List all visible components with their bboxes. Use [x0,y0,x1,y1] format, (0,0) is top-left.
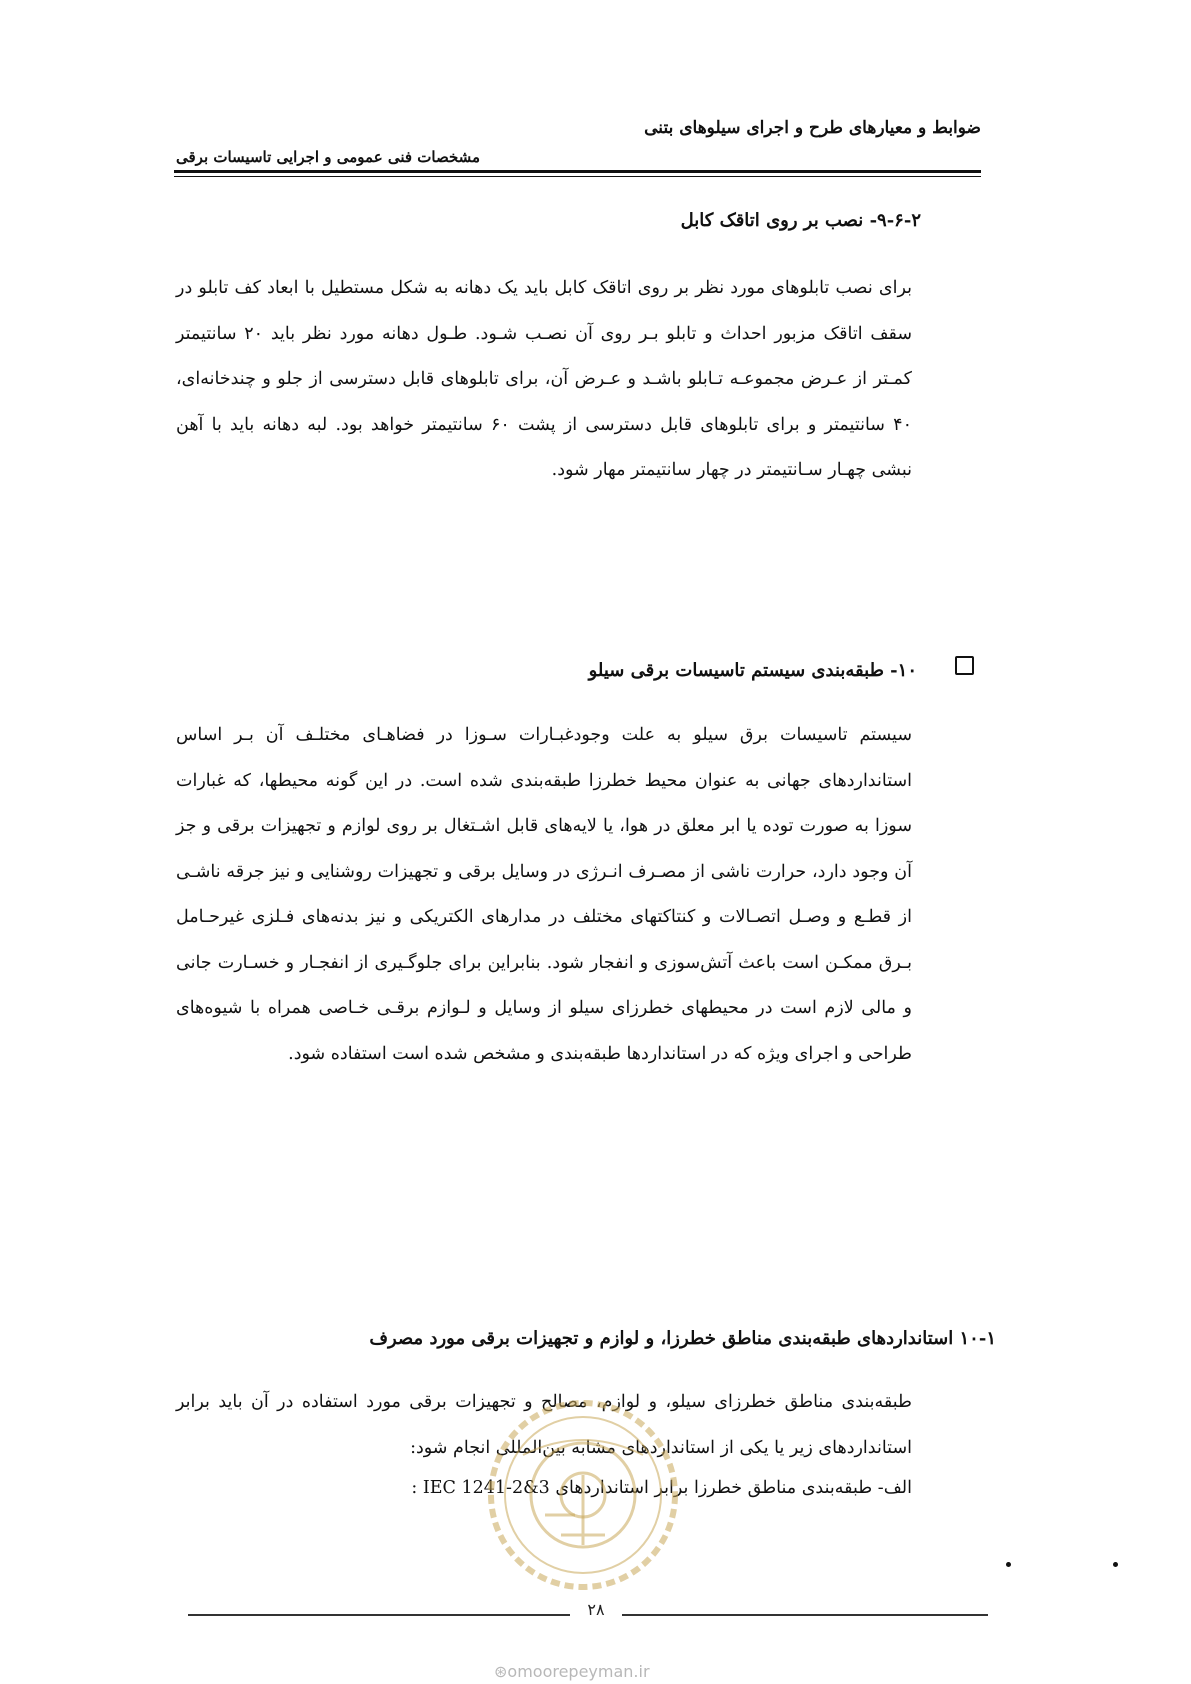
checkbox-square-icon [955,656,974,675]
section-heading-classification: ۱۰- طبقه‌بندی سیستم تاسیسات برقی سیلو [588,660,917,681]
watermark-text: omoorepeyman.ir [507,1662,650,1681]
header-rule-thick [174,170,981,173]
chapter-title: مشخصات فنی عمومی و اجرایی تاسیسات برقی [176,148,481,166]
watermark [494,1662,650,1681]
dot-mark [1006,1562,1011,1567]
section-heading-cable-room: ۹-۶-۲- نصب بر روی اتاقک کابل [680,210,921,231]
watermark-logo-icon: ⊛ [494,1662,508,1681]
paragraph-classification: سیستم تاسیسات برق سیلو به علت وجودغبـارات سـوزا در فضاهـای مختلـف آن بـر اساس استانداردهای جهانی به عنوان محیط خطرزا طبقه‌بندی شده است. در این گونه محیطها، که غبارات سوزا به صورت توده یا ابر معلق در هوا، یا لایه‌های قابل اشـتغال بر روی لوازم و تجهیزات برقی و جز آن وجود دارد، حرارت ناشی از مصـرف انـرژی در وسایل برقی و تجهیزات روشنایی و نیز جرقه ناشـی از قطـع و وصـل اتصـالات و کنتاکتهای مختلف در مدارهای الکتریکی و نیز بدنه‌های فـلزی غیرحـامل بـرق ممکـن است باعث آتش‌سوزی و انفجار شود. بنابراین برای جلوگـیری از انفجـار و خسـارت جانی و مالی لازم است در محیطهای خطرزای سیلو از وسایل و لـوازم برقـی خـاصی همراه با شیوه‌های طراحی و اجرای ویژه که در استانداردها طبقه‌بندی و مشخص شده است استفاده شود. [176,725,912,1064]
section-heading-standards: ۱۰-۱ استانداردهای طبقه‌بندی مناطق خطرزا، و لوازم و تجهیزات برقی مورد مصرف [369,1328,996,1349]
list-item-a: الف- طبقه‌بندی مناطق خطرزا برابر استانداردهای IEC 1241-2&3 : [411,1478,912,1498]
page-number: ۲۸ [570,1600,622,1619]
paragraph-standards: طبقه‌بندی مناطق خطرزای سیلو، و لوازم، مصالح و تجهیزات برقی مورد استفاده در آن باید برابر استانداردهای زیر یا یکی از استانداردهای مشابه بین‌المللی انجام شود: [176,1392,912,1458]
book-title: ضوابط و معیارهای طرح و اجرای سیلوهای بتنی [644,118,981,138]
stamp-seal-icon [483,1395,683,1595]
dot-mark [1113,1562,1118,1567]
header-rule-thin [174,176,981,177]
paragraph-cable-room: برای نصب تابلوهای مورد نظر بر روی اتاقک کابل باید یک دهانه به شکل مستطیل با ابعاد کف تابلو در سقف اتاقک مزبور احداث و تابلو بـر روی آن نصـب شـود. طـول دهانه مورد نظر باید ۲۰ سانتیمتر کمـتر از عـرض مجموعـه تـابلو باشـد و عـرض آن، برای تابلوهای قابل دسترسی از جلو و چندخانه‌ای، ۴۰ سانتیمتر و برای تابلوهای قابل دسترسی از پشت ۶۰ سانتیمتر خواهد بود. لبه دهانه باید با آهن نبشی چهـار سـانتیمتر در چهار سانتیمتر مهار شود. [176,278,912,480]
